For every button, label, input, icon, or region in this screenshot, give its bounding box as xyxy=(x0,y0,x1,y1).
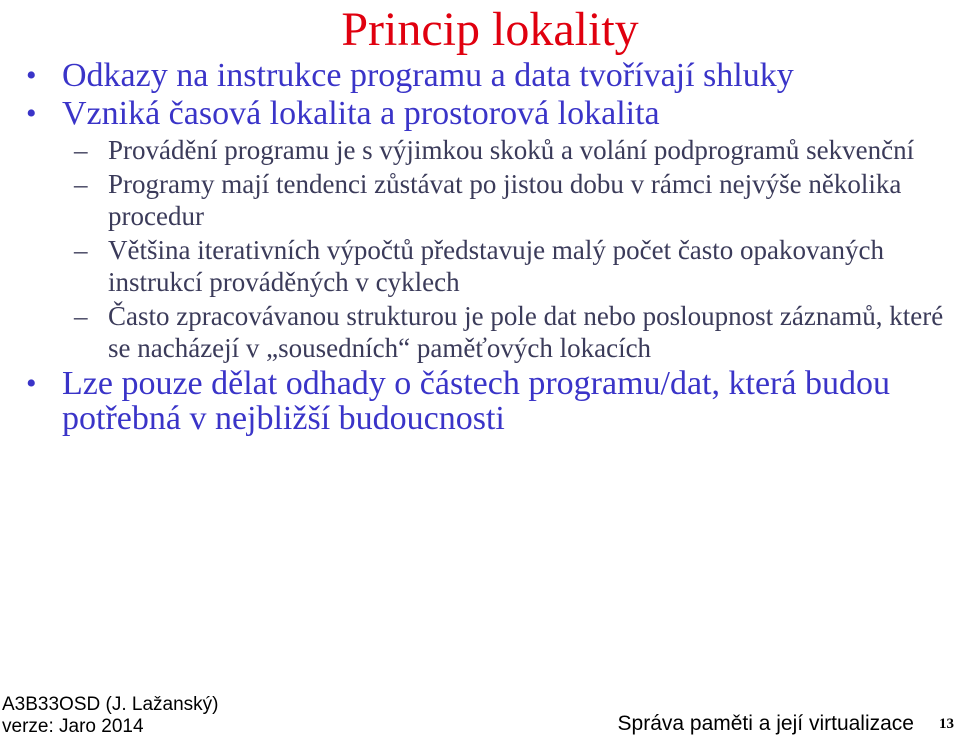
footer-version: verze: Jaro 2014 xyxy=(2,716,144,737)
sub-bullet-item xyxy=(24,168,954,232)
bullet-item xyxy=(24,58,954,93)
bullet-list xyxy=(24,58,954,439)
bullet-text: Lze pouze dělat odhady o částech programu/dat, která budou potřebná v nejbližší budoucnosti xyxy=(62,365,890,437)
bullet-item xyxy=(24,366,954,436)
dash-icon: – xyxy=(74,235,88,265)
sub-bullet-item xyxy=(24,134,954,166)
sub-bullet-text: Často zpracovávanou strukturou je pole dat nebo posloupnost záznamů, které se nacházejí v „sousedních“ paměťových lokacích xyxy=(108,301,944,363)
dash-icon: – xyxy=(74,301,88,331)
sub-bullet-item xyxy=(24,234,954,298)
bullet-text: Odkazy na instrukce programu a data tvořívají shluky xyxy=(62,57,794,94)
bullet-icon: • xyxy=(26,97,37,130)
sub-bullet-text: Většina iterativních výpočtů představuje malý počet často opakovaných instrukcí prováděných v cyklech xyxy=(108,235,884,297)
sub-bullet-text: Provádění programu je s výjimkou skoků a volání podprogramů sekvenční xyxy=(108,135,915,165)
page-number: 13 xyxy=(939,716,954,732)
bullet-icon: • xyxy=(26,59,37,92)
dash-icon: – xyxy=(74,135,88,165)
footer-author: A3B33OSD (J. Lažanský) xyxy=(2,694,219,715)
bullet-icon: • xyxy=(26,367,37,400)
sub-bullet-item xyxy=(24,300,954,364)
slide-title: Princip lokality xyxy=(341,3,639,56)
dash-icon: – xyxy=(74,169,88,199)
bullet-item xyxy=(24,96,954,131)
sub-bullet-text: Programy mají tendenci zůstávat po jistou dobu v rámci nejvýše několika procedur xyxy=(108,169,902,231)
footer-left xyxy=(2,694,218,738)
footer-topic: Správa paměti a její virtualizace xyxy=(617,712,914,735)
bullet-text: Vzniká časová lokalita a prostorová lokalita xyxy=(62,95,660,132)
